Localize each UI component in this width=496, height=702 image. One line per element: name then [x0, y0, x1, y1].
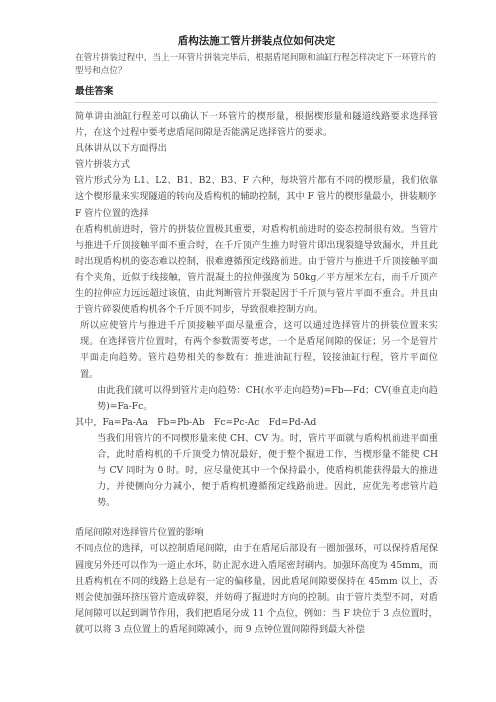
question-text: 在管片拼装过程中，当上一环管片拼装完毕后，根据盾尾间隙和油缸行程怎样决定下一环管片的型号和点位？ [75, 53, 436, 76]
section-heading-assembly: 管片拼装方式 [75, 159, 131, 171]
section-heading-tail-gap: 盾尾间隙对选择管片位置的影响 [75, 527, 204, 539]
paragraph-summary: 简单讲由油缸行程差可以确认下一环管片的楔形量，根据楔形量和隧道线路要求选择管片，在这个过程中要考虑盾尾间隙是否能满足选择管片的要求。 [75, 111, 438, 139]
paragraph-tail-gap: 不同点位的选择，可以控制盾尾间隙，由于在盾尾后部设有一圈加强环，可以保持盾尾保圆度另外还可以作为一道止水环，防止泥水进入盾尾密封刷内。加强环高度为 45mm，而且盾构机在不同的线路上总是有一定的偏移量，因此盾尾间隙要保持在 45mm 以上，否则会使加强环挤压管片造成碎裂，并妨碍了掘进时方向的控制。由于管片类型不同，对盾尾间隙可以起到调节作用，我们把盾尾分成 11 个点位，例如：当 F 块位于 3 点位置时，就可以将 3 点位置上的盾尾间隙减小，而 9 点钟位置间隙得到最大补偿 [75, 543, 438, 635]
paragraph-wedge-usage: 当我们用管片的不同楔形量来使 CH、CV 为。时，管片平面就与盾构机前进平面重合，此时盾构机的千斤顶受力情况最好，便于整个掘进工作，当楔形量不能使 CH 与 CV 同时为 0 时。时，应尽量使其中一个保持最小，使盾构机能获得最大的推进力，并使侧向分力减小，便于盾构机遵循预定线路前进。因此，应优先考虑管片趋势。 [97, 432, 438, 509]
paragraph-segment-types: 管片形式分为 L1、L2、B1、B2、B3、F 六种，每块管片都有不同的楔形量，我们依靠这个楔形量来实现隧道的转向及盾构机的辅助控制，其中 F 管片的楔形量最小，拼装顺序 [75, 175, 438, 203]
paragraph-parameters: 所以应使管片与推进千斤顶接触平面尽量重合，这可以通过选择管片的拼装位置来实现。在选择管片位置时，有两个参数需要考虑，一个是盾尾间隙的保证；另一个是管片平面走向趋势。管片趋势相关的参数有：推进油缸行程，铰接油缸行程，管片平面位置。 [80, 320, 438, 380]
paragraph-intro: 具体讲从以下方面得出 [75, 143, 167, 155]
paragraph-formula-definitions: 其中，Fa=Pa-Aa Fb=Pb-Ab Fc=Pc-Ac Fd=Pd-Ad [75, 416, 317, 428]
paragraph-assembly-position: 在盾构机前进时，管片的拼装位置极其重要，对盾构机前进时的姿态控制很有效。当管片与推进千斤顶接触平面不重合时，在千斤顶产生推力时管片即出现裂缝导致漏水，并且此时出现盾构机的姿态难以控制，很难遵循预定线路前进。由于管片与推进千斤顶接触平面有个夹角，近似于线接触，管片混凝土的拉伸强度为 50kg／平方厘米左右，而千斤顶产生的拉伸应力远远超过该值，由此判断管片开裂起因于千斤顶与管片平面不重合。并且由于管片碎裂使盾构机各个千斤顶不同步，导致很难控制方向。 [75, 223, 438, 316]
best-answer-heading: 最佳答案 [75, 85, 438, 103]
answer-body [75, 109, 438, 638]
document-title: 盾构法施工管片拼装点位如何决定 [177, 35, 336, 47]
section-heading-f-position: F 管片位置的选择 [75, 207, 149, 219]
paragraph-trend-formula: 由此我们就可以得到管片走向趋势：CH(水平走向趋势)=Fb—Fd；CV(垂直走向趋势)=Fa-Fc。 [97, 384, 438, 412]
